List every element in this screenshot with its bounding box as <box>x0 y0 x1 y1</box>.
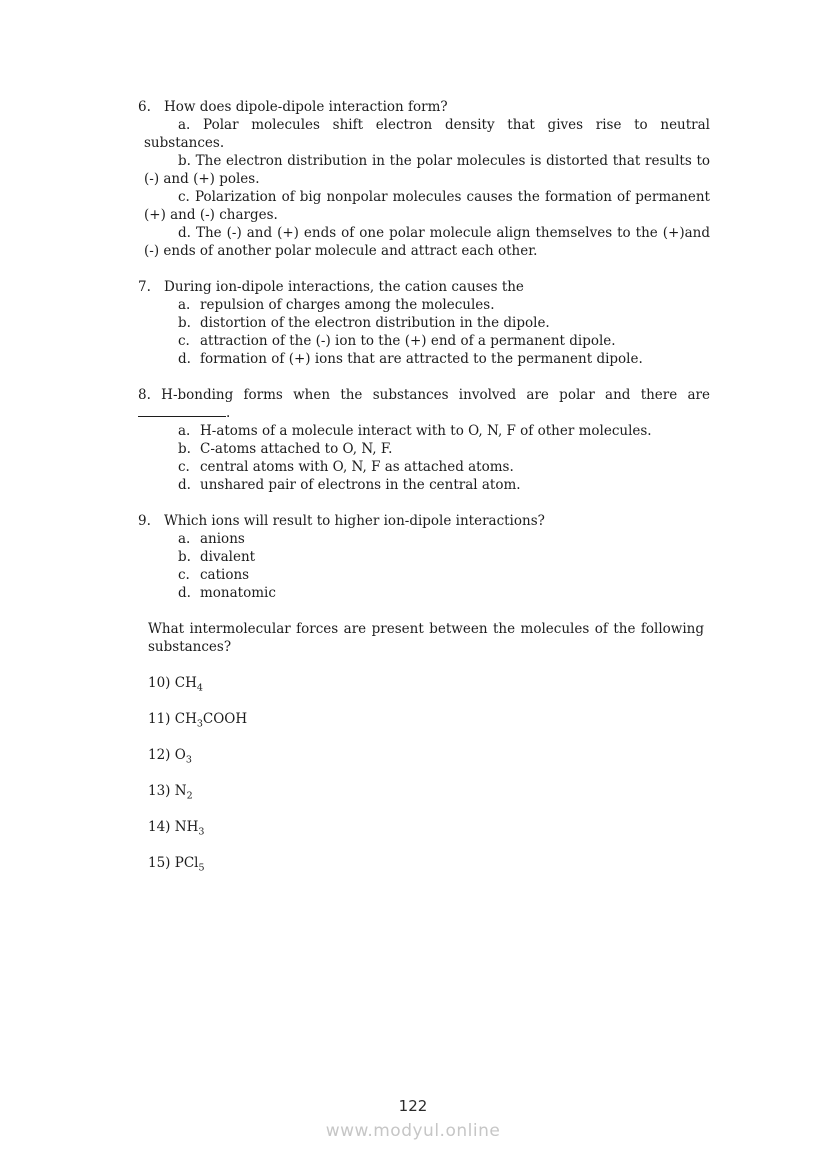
option-letter: a. <box>178 531 191 547</box>
option-letter: c. <box>178 333 190 349</box>
option-letter: d. <box>178 351 191 367</box>
option-text: repulsion of charges among the molecules. <box>200 297 495 313</box>
option-letter: a. <box>178 297 191 313</box>
formula-subscript: 3 <box>185 754 192 766</box>
substance-item-10 <box>148 674 710 692</box>
answer-blank-line <box>138 404 226 417</box>
formula-rest: COOH <box>202 711 248 727</box>
substance-formula <box>174 747 192 766</box>
option-text: divalent <box>200 549 256 565</box>
question-text: During ion-dipole interactions, the cation causes the <box>164 279 524 295</box>
substance-number: 13) <box>148 783 171 799</box>
question-6-option-a <box>144 116 710 152</box>
option-letter: d. <box>178 585 191 601</box>
option-letter: b. <box>178 153 191 169</box>
option-text: The (-) and (+) ends of one polar molecule align themselves to the (+)and (-) ends of another polar molecule and attract each other. <box>144 225 710 259</box>
question-number: 6. <box>138 99 151 115</box>
question-number: 8. <box>138 387 151 403</box>
substance-item-14 <box>148 818 710 836</box>
substance-list <box>148 674 710 872</box>
substance-number: 11) <box>148 711 171 727</box>
question-9 <box>138 512 710 602</box>
question-9-option-b <box>138 548 710 566</box>
question-number: 9. <box>138 513 151 529</box>
page-number: 122 <box>398 1097 428 1115</box>
question-8-option-a <box>138 422 710 440</box>
question-8 <box>138 386 710 494</box>
option-text: cations <box>200 567 250 583</box>
option-letter: a. <box>178 423 191 439</box>
option-text: monatomic <box>200 585 276 601</box>
formula-base: CH <box>174 675 197 691</box>
question-8-blank-row <box>138 404 710 422</box>
option-text: central atoms with O, N, F as attached atoms. <box>200 459 514 475</box>
formula-base: NH <box>174 819 199 835</box>
question-8-header <box>138 386 710 404</box>
option-text: anions <box>200 531 245 547</box>
option-text: Polar molecules shift electron density that gives rise to neutral substances. <box>144 117 710 151</box>
question-9-header <box>138 512 710 530</box>
blank-suffix: . <box>226 405 231 421</box>
question-text: H-bonding forms when the substances involved are polar and there are <box>161 387 711 403</box>
question-6 <box>138 98 710 260</box>
page-content <box>138 98 710 872</box>
option-text: C-atoms attached to O, N, F. <box>200 441 393 457</box>
question-9-option-d <box>138 584 710 602</box>
formula-base: N <box>174 783 187 799</box>
watermark-text: www.modyul.online <box>325 1121 501 1141</box>
question-7-option-c <box>138 332 710 350</box>
question-text: Which ions will result to higher ion-dipole interactions? <box>164 513 545 529</box>
substance-item-13 <box>148 782 710 800</box>
option-text: Polarization of big nonpolar molecules causes the formation of permanent (+) and (-) charges. <box>144 189 710 223</box>
question-7-option-d <box>138 350 710 368</box>
formula-subscript: 5 <box>198 862 205 874</box>
substance-number: 15) <box>148 855 171 871</box>
formula-subscript: 4 <box>196 682 203 694</box>
question-number: 7. <box>138 279 151 295</box>
substance-item-15 <box>148 854 710 872</box>
instruction-paragraph: What intermolecular forces are present between the molecules of the following substances? <box>148 621 704 655</box>
formula-subscript: 3 <box>196 718 203 730</box>
option-text: formation of (+) ions that are attracted to the permanent dipole. <box>200 351 643 367</box>
substance-formula <box>174 855 205 874</box>
question-8-option-b <box>138 440 710 458</box>
option-letter: a. <box>178 117 191 133</box>
option-text: unshared pair of electrons in the central atom. <box>200 477 521 493</box>
formula-base: CH <box>174 711 197 727</box>
substance-item-11 <box>148 710 710 728</box>
question-7-option-a <box>138 296 710 314</box>
substance-formula <box>174 675 203 694</box>
substance-number: 12) <box>148 747 171 763</box>
question-8-option-d <box>138 476 710 494</box>
question-6-option-b <box>144 152 710 188</box>
substance-number: 14) <box>148 819 171 835</box>
question-9-option-c <box>138 566 710 584</box>
option-text: distortion of the electron distribution in the dipole. <box>200 315 550 331</box>
option-letter: c. <box>178 189 190 205</box>
substance-item-12 <box>148 746 710 764</box>
question-7-option-b <box>138 314 710 332</box>
question-7-header <box>138 278 710 296</box>
option-letter: b. <box>178 315 191 331</box>
formula-base: O <box>174 747 186 763</box>
question-6-header <box>138 98 710 116</box>
option-letter: c. <box>178 567 190 583</box>
question-6-option-d <box>144 224 710 260</box>
formula-subscript: 3 <box>198 826 205 838</box>
question-8-option-c <box>138 458 710 476</box>
question-text: How does dipole-dipole interaction form? <box>164 99 448 115</box>
option-text: The electron distribution in the polar molecules is distorted that results to (-) and (+) poles. <box>144 153 711 187</box>
option-text: attraction of the (-) ion to the (+) end of a permanent dipole. <box>200 333 616 349</box>
option-text: H-atoms of a molecule interact with to O, N, F of other molecules. <box>200 423 652 439</box>
substance-formula <box>174 819 205 838</box>
option-letter: b. <box>178 549 191 565</box>
formula-subscript: 2 <box>186 790 193 802</box>
option-letter: c. <box>178 459 190 475</box>
substance-formula <box>174 783 193 802</box>
substance-number: 10) <box>148 675 171 691</box>
substance-formula <box>174 711 248 730</box>
question-6-option-c <box>144 188 710 224</box>
option-letter: b. <box>178 441 191 457</box>
formula-base: PCl <box>174 855 199 871</box>
question-7 <box>138 278 710 368</box>
question-9-option-a <box>138 530 710 548</box>
option-letter: d. <box>178 477 191 493</box>
option-letter: d. <box>178 225 191 241</box>
